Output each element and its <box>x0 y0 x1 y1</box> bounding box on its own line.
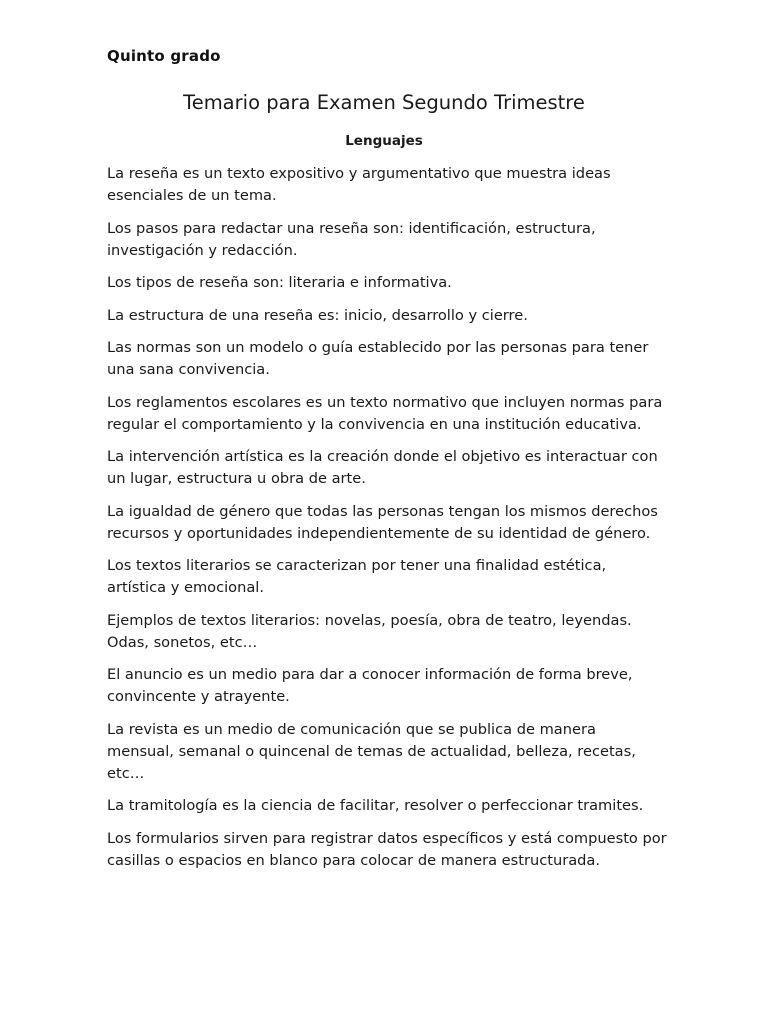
paragraph: Los pasos para redactar una reseña son: identificación, estructura, investigación y redacción. <box>107 219 596 259</box>
document-body <box>107 163 667 882</box>
paragraph: Los reglamentos escolares es un texto normativo que incluyen normas para regular el comportamiento y la convivencia en una institución educativa. <box>107 393 663 433</box>
paragraph: La tramitología es la ciencia de facilitar, resolver o perfeccionar tramites. <box>107 797 644 814</box>
paragraph: Las normas son un modelo o guía establecido por las personas para tener una sana convivencia. <box>107 339 649 378</box>
paragraph: Los formularios sirven para registrar datos específicos y está compuesto por casillas o espacios en blanco para colocar de manera estructurada. <box>107 829 667 869</box>
subject-heading: Lenguajes <box>345 133 423 149</box>
paragraph: La revista es un medio de comunicación que se publica de manera mensual, semanal o quincenal de temas de actualidad, belleza, recetas, etc… <box>107 720 636 782</box>
paragraph: La igualdad de género que todas las personas tengan los mismos derechos recursos y oportunidades independientemente de su identidad de género. <box>107 502 658 542</box>
paragraph: Los textos literarios se caracterizan por tener una finalidad estética, artística y emocional. <box>107 557 607 596</box>
grade-label: Quinto grado <box>107 47 221 65</box>
paragraph: El anuncio es un medio para dar a conocer información de forma breve, convincente y atrayente. <box>107 666 633 705</box>
paragraph: Ejemplos de textos literarios: novelas, poesía, obra de teatro, leyendas. Odas, sonetos, etc… <box>107 611 632 651</box>
document-title: Temario para Examen Segundo Trimestre <box>183 91 585 114</box>
paragraph: La reseña es un texto expositivo y argumentativo que muestra ideas esenciales de un tema. <box>107 165 611 204</box>
paragraph: La intervención artística es la creación donde el objetivo es interactuar con un lugar, estructura u obra de arte. <box>107 448 658 487</box>
paragraph: La estructura de una reseña es: inicio, desarrollo y cierre. <box>107 306 528 324</box>
paragraph: Los tipos de reseña son: literaria e informativa. <box>107 274 452 291</box>
